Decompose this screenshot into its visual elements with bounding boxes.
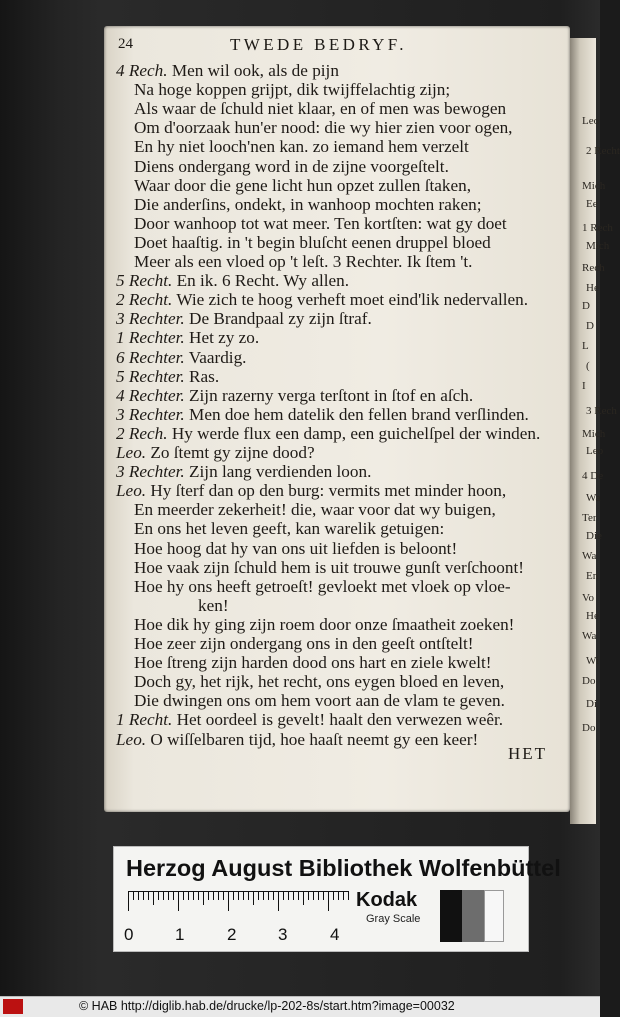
ruler-tick [263,891,264,900]
ruler-tick [258,891,259,900]
ruler-tick [318,891,319,900]
line-text: Meer als een vloed op 't leſt. 3 Rechter. Ik ſtem 't. [134,252,473,271]
speaker-label: 5 Rechter. [116,366,185,386]
text-line [116,386,473,405]
ruler-tick [243,891,244,900]
facing-page-fragment: Wa [582,550,597,562]
ruler-tick [338,891,339,900]
ruler-tick [298,891,299,900]
text-line [134,157,449,176]
facing-page-fragment: Mich [586,240,610,252]
facing-page-fragment: ( [586,360,590,372]
text-line [116,443,315,462]
facing-page-fragment: Die [586,530,602,542]
speaker-label: Leo. [116,481,147,501]
gray-patch-light [484,890,504,942]
line-text: Die dwingen ons om hem voort aan de vlam te geven. [134,691,505,711]
ruler-tick [178,891,179,911]
text-line [134,634,474,653]
facing-page-fragment: He [586,610,599,622]
hab-logo-icon [3,999,23,1014]
color-calibration-card [113,846,561,952]
speaker-label: 5 Recht. [116,271,173,291]
ruler-tick [303,891,304,905]
footer-bar [0,996,600,1017]
line-text: Doet haaſtig. in 't begin bluſcht eenen druppel bloed [134,232,491,252]
text-line [134,233,491,252]
line-text: O wiſſelbaren tijd, hoe haaſt neemt gy een keer! [146,729,479,749]
ruler-tick [158,891,159,900]
line-text: Doch gy, het rijk, het recht, ons eygen bloed en leven, [134,672,505,692]
line-text: Hoe hy ons heeft getroeſt! gevloekt met vloek op vloe- [134,576,511,596]
facing-page-fragment: D [586,320,594,332]
text-line [134,519,444,538]
facing-page-fragment: 4 De [582,470,604,482]
ruler-tick [218,891,219,900]
measurement-ruler [128,891,348,911]
speaker-label: Leo. [116,443,147,462]
ruler-number: 2 [227,925,237,944]
line-text: Zijn lang verdienden loon. [184,462,372,482]
line-text: ken! [198,595,229,615]
facing-page-fragment: Do [582,722,596,734]
page-number: 24 [118,36,133,52]
ruler-number: 3 [278,925,288,944]
ruler-number: 0 [124,925,134,944]
facing-page-fragment: Rech [582,262,605,274]
text-line [116,730,478,749]
line-text: Men doe hem datelik den fellen brand verſlinden. [184,404,529,424]
line-text: Diens ondergang word in de zijne voorgeſtelt. [134,156,449,176]
speaker-label: 3 Rechter. [116,309,185,329]
ruler-tick [313,891,314,900]
line-text: Hy ſterf dan op den burg: vermits met minder hoon, [146,481,507,501]
text-line [198,596,229,615]
ruler-tick [163,891,164,900]
text-line [116,367,219,386]
text-line [134,539,457,558]
facing-page-fragment: 2 Recht [586,145,620,157]
speaker-label: 1 Rechter. [116,328,185,348]
ruler-tick [268,891,269,900]
facing-page-fragment: Wi [586,655,599,667]
line-text: En hy niet looch'nen kan. zo iemand hem verzelt [134,137,469,157]
text-line [134,653,491,672]
ruler-tick [183,891,184,900]
facing-page-fragment: L [582,340,589,352]
text-line [116,61,339,80]
ruler-tick [203,891,204,905]
facing-page-fragment: Mich [582,180,606,192]
line-text: Om d'oorzaak hun'er nood: die wy hier zien voor ogen, [134,118,513,138]
ruler-tick [248,891,249,900]
text-line [134,500,496,519]
ruler-number: 1 [175,925,185,944]
line-text: Wie zich te hoog verheft moet eind'lik nedervallen. [172,290,529,310]
ruler-tick [133,891,134,900]
text-line [134,99,506,118]
text-line [134,214,507,233]
ruler-tick [293,891,294,900]
ruler-tick [278,891,279,911]
facing-page-fragment: He [586,282,599,294]
facing-page-fragment: Wa [582,630,597,642]
ruler-tick [128,891,129,911]
line-text: Hoe ſtreng zijn harden dood ons hart en ziele kwelt! [134,653,492,673]
text-line [134,195,481,214]
text-line [116,424,540,443]
ruler-tick [288,891,289,900]
line-text: Het oordeel is gevelt! haalt den verwezen weêr. [172,710,504,730]
facing-page-fragment: Vo [582,592,595,604]
line-text: En ik. 6 Recht. Wy allen. [172,271,350,291]
ruler-tick [323,891,324,900]
line-text: Waar door die gene licht hun opzet zullen ſtaken, [134,175,471,195]
speaker-label: 4 Rech. [116,61,168,80]
ruler-tick [228,891,229,911]
library-name: Herzog August Bibliothek Wolfenbüttel [126,855,561,881]
ruler-tick [233,891,234,900]
line-text: Zijn razerny verga terſtont in ſtof en aſch. [184,385,474,405]
ruler-tick [223,891,224,900]
ruler-tick [253,891,254,905]
line-text: Vaardig. [184,347,247,367]
text-line [116,348,246,367]
speaker-label: 2 Recht. [116,290,173,310]
facing-page-fragment: Wa [586,492,601,504]
facing-page-fragment: Leo [582,115,600,127]
text-line [116,309,372,328]
ruler-tick [143,891,144,900]
gray-scale-label: Gray Scale [366,913,421,925]
ruler-tick [153,891,154,905]
line-text: Hoe dik hy ging zijn roem door onze ſmaatheit zoeken! [134,614,515,634]
text-line [134,577,511,596]
line-text: Hoe zeer zijn ondergang ons in den geeſt ontſtelt! [134,634,474,653]
ruler-tick [333,891,334,900]
speaker-label: 6 Rechter. [116,347,185,367]
page-header [118,36,552,58]
line-text: Die anderſins, ondekt, in wanhoop mochten raken; [134,194,482,214]
facing-page-fragment: Di [586,698,597,710]
speaker-label: 1 Recht. [116,710,173,730]
line-text: Door wanhoop tot wat meer. Ten kortſten: wat gy doet [134,213,507,233]
ruler-tick [283,891,284,900]
ruler-tick [308,891,309,900]
copyright-link[interactable]: © HAB http://diglib.hab.de/drucke/lp-202-8s/start.htm?image=00032 [79,999,455,1013]
gray-patch-dark [462,890,484,942]
text-line [116,290,528,309]
ruler-tick [328,891,329,911]
line-text: Als waar de ſchuld niet klaar, en of men was bewogen [134,99,507,119]
text-line [134,615,514,634]
ruler-tick [213,891,214,900]
text-line [116,710,503,729]
ruler-tick [188,891,189,900]
text-line [116,481,506,500]
facing-page-fragment: Do [582,675,596,687]
running-head: TWEDE BEDRYF. [230,35,407,54]
line-text: Zo ſtemt gy zijne dood? [146,443,315,462]
ruler-tick [198,891,199,900]
facing-page-fragment: Mich [582,428,606,440]
speaker-label: 2 Rech. [116,423,168,443]
kodak-logo: Kodak [356,889,418,911]
text-line [116,405,529,424]
line-text: Hoe hoog dat hy van ons uit liefden is beloont! [134,538,458,558]
facing-page-fragment: Ee [586,198,598,210]
ruler-tick [238,891,239,900]
text-line [134,691,505,710]
text-line [134,137,469,156]
line-text: Ras. [184,366,220,386]
speaker-label: Leo. [116,729,147,749]
text-line [134,558,524,577]
facing-page-fragment: En [586,570,599,582]
line-text: Hoe vaak zijn ſchuld hem is uit trouwe gunſt verſchoont! [134,557,524,577]
facing-page-fragment: Leo [586,445,604,457]
ruler-tick [148,891,149,900]
ruler-tick [343,891,344,900]
facing-page-fragment: 1 Rech [582,222,613,234]
line-text: En ons het leven geeft, kan warelik getuigen: [134,519,445,539]
facing-page-fragment: D [582,300,590,312]
ruler-tick [348,891,349,900]
line-text: De Brandpaal zy zijn ſtraf. [184,309,372,329]
text-line [116,271,349,290]
facing-page-fragment: I [582,380,586,392]
speaker-label: 3 Rechter. [116,404,185,424]
line-text: Hy werde flux een damp, een guichelſpel der winden. [167,423,541,443]
line-text: Men wil ook, als de pijn [167,61,339,80]
text-line [134,80,450,99]
text-line [134,252,472,271]
text-line [116,328,259,347]
ruler-tick [138,891,139,900]
gray-patch-black [440,890,462,942]
text-line [116,462,371,481]
line-text: Na hoge koppen grijpt, dik twijffelachtig zijn; [134,80,451,100]
facing-page-fragment: 3 Rech [586,405,617,417]
ruler-tick [168,891,169,900]
text-line [134,672,504,691]
line-text: Het zy zo. [184,328,260,348]
facing-page-fragment: Ter [582,512,597,524]
line-text: En meerder zekerheit! die, waar voor dat wy buigen, [134,500,496,520]
speaker-label: 4 Rechter. [116,385,185,405]
ruler-tick [273,891,274,900]
ruler-tick [173,891,174,900]
catchword: HET [508,744,548,763]
speaker-label: 3 Rechter. [116,462,185,482]
text-line [134,176,471,195]
ruler-number: 4 [330,925,340,944]
ruler-tick [208,891,209,900]
text-line [134,118,512,137]
ruler-baseline [128,891,348,892]
ruler-tick [193,891,194,900]
